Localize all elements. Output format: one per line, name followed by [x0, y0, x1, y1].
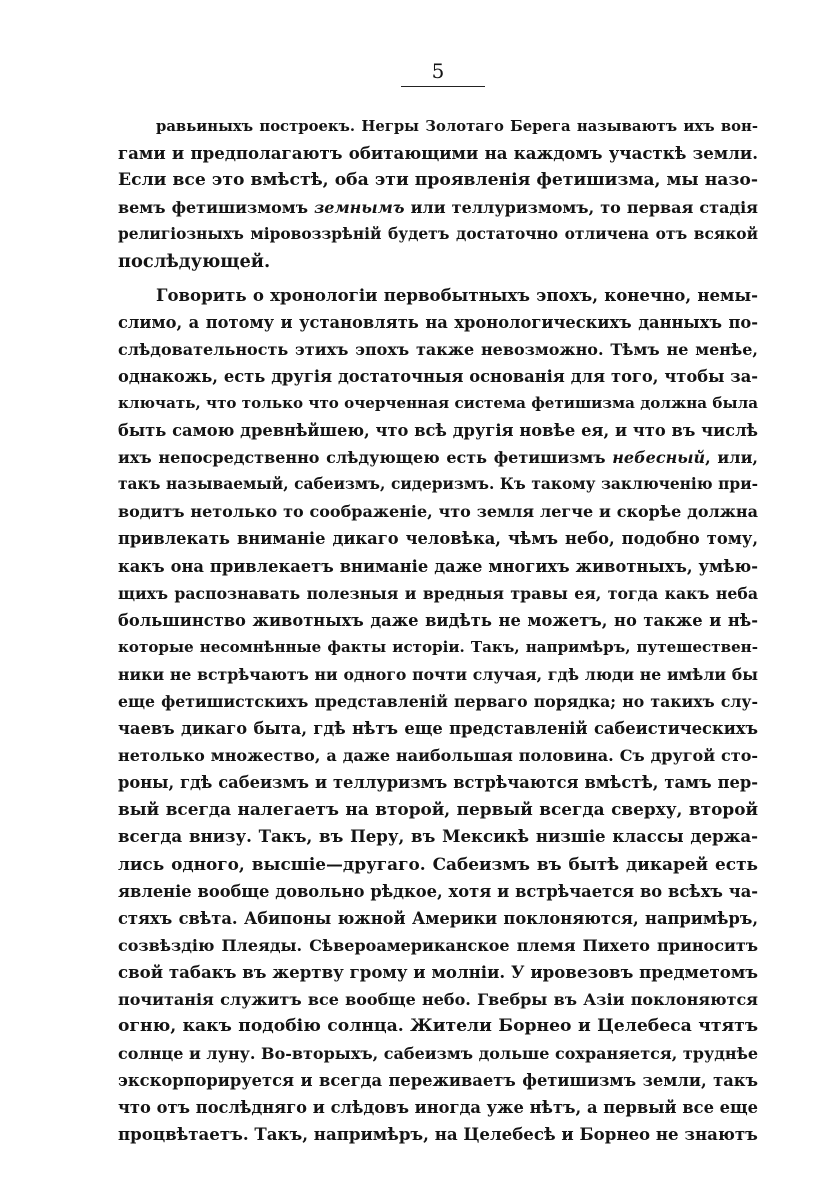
text-line	[118, 194, 758, 221]
text-line: вый всегда налегаетъ на второй, первый всегда сверху, второй	[118, 799, 758, 820]
italic-term: земнымъ	[314, 198, 405, 218]
text-line: свой табакъ въ жертву грому и молніи. У ировезовъ предметомъ	[118, 961, 758, 982]
text-line: чаевъ дикаго быта, гдѣ нѣтъ еще представленій сабеистическихъ	[118, 719, 758, 739]
text-line: что отъ послѣдняго и слѣдовъ иногда уже нѣтъ, а первый все еще	[118, 1098, 758, 1118]
text-line: явленіе вообще довольно рѣдкое, хотя и встрѣчается во всѣхъ ча-	[118, 881, 758, 901]
text-line: такъ называемый, сабеизмъ, сидеризмъ. Къ такому заключенію при-	[118, 475, 758, 494]
text-line: лись одного, высшіе—другаго. Сабеизмъ въ бытѣ дикарей есть	[118, 853, 758, 874]
paragraph	[118, 113, 758, 276]
text-line: водитъ нетолько то соображеніе, что земля легче и скорѣе должна	[118, 502, 758, 522]
text-line: большинство животныхъ даже видѣть не можетъ, но также и нѣ-	[118, 610, 758, 630]
italic-term: небесный	[612, 448, 706, 468]
text-segment: вемъ фетишизмомъ	[118, 198, 315, 218]
text-line: ники не встрѣчаютъ ни одного почти случая, гдѣ люди не имѣли бы	[118, 664, 758, 684]
text-line: религіозныхъ міровоззрѣній будетъ достаточно отличена отъ всякой	[118, 225, 758, 244]
text-line: Если все это вмѣстѣ, оба эти проявленія фетишизма, мы назо-	[118, 170, 758, 191]
text-line: равьиныхъ построекъ. Негры Золотаго Берега называютъ ихъ вон-	[156, 118, 758, 135]
text-line: щихъ распознавать полезныя и вредныя травы ея, тогда какъ неба	[118, 583, 758, 603]
text-line: ключать, что только что очерченная система фетишизма должна была	[118, 393, 758, 412]
text-segment: или теллуризмомъ, то первая стадія	[404, 198, 758, 218]
text-line: солнце и луну. Во-вторыхъ, сабеизмъ дольше сохраняется, труднѣе	[118, 1044, 758, 1064]
text-line: еще фетишистскихъ представленій перваго порядка; но такихъ слу-	[118, 691, 758, 711]
text-line: процвѣтаетъ. Такъ, напримѣръ, на Целебесѣ и Борнео не знаютъ	[118, 1124, 758, 1145]
text-segment: ихъ непосредственно слѣдующею есть фетишизмъ	[118, 448, 613, 468]
text-line: слѣдовательность этихъ эпохъ также невозможно. Тѣмъ не менѣе,	[118, 339, 758, 359]
text-line: какъ она привлекаетъ вниманіе даже многихъ животныхъ, умѣю-	[118, 556, 758, 576]
text-line: огню, какъ подобію солнца. Жители Борнео и Целебеса чтятъ	[118, 1016, 758, 1037]
body-text	[118, 113, 758, 1149]
text-line: стяхъ свѣта. Абипоны южной Америки поклоняются, напримѣръ,	[118, 908, 758, 928]
text-line: быть самою древнѣйшею, что всѣ другія новѣе ея, и что въ числѣ	[118, 421, 758, 441]
text-line: слимо, а потому и установлять на хронологическихъ данныхъ по-	[118, 312, 758, 332]
paragraph	[118, 282, 758, 1149]
text-line: которые несомнѣнные факты исторіи. Такъ, напримѣръ, путешествен-	[118, 637, 758, 656]
text-line: созвѣздію Плеяды. Сѣвероамериканское племя Пихето приноситъ	[118, 935, 758, 955]
text-line: Говорить о хронологіи первобытныхъ эпохъ, конечно, немы-	[156, 284, 758, 305]
text-line: однакожь, есть другія достаточныя основанія для того, чтобы за-	[118, 366, 758, 386]
text-line: экскорпорируется и всегда переживаетъ фетишизмъ земли, такъ	[118, 1071, 758, 1091]
text-line: послѣдующей.	[118, 251, 271, 273]
text-line: нетолько множество, а даже наибольшая половина. Съ другой сто-	[118, 746, 758, 766]
text-line: почитанія служитъ все вообще небо. Гвебры въ Азіи поклоняются	[118, 990, 758, 1009]
text-line: роны, гдѣ сабеизмъ и теллуризмъ встрѣчаются вмѣстѣ, тамъ пер-	[118, 773, 758, 793]
text-line: привлекать вниманіе дикаго человѣка, чѣмъ небо, подобно тому,	[118, 529, 758, 549]
text-line	[118, 444, 758, 471]
text-segment: , или,	[705, 448, 758, 468]
page-number: 5	[431, 59, 445, 83]
page-number-rule	[401, 86, 485, 87]
text-line: всегда внизу. Такъ, въ Перу, въ Мексикѣ низшіе классы держа-	[118, 826, 758, 847]
text-line: гами и предполагаютъ обитающими на каждомъ участкѣ земли.	[118, 143, 758, 164]
